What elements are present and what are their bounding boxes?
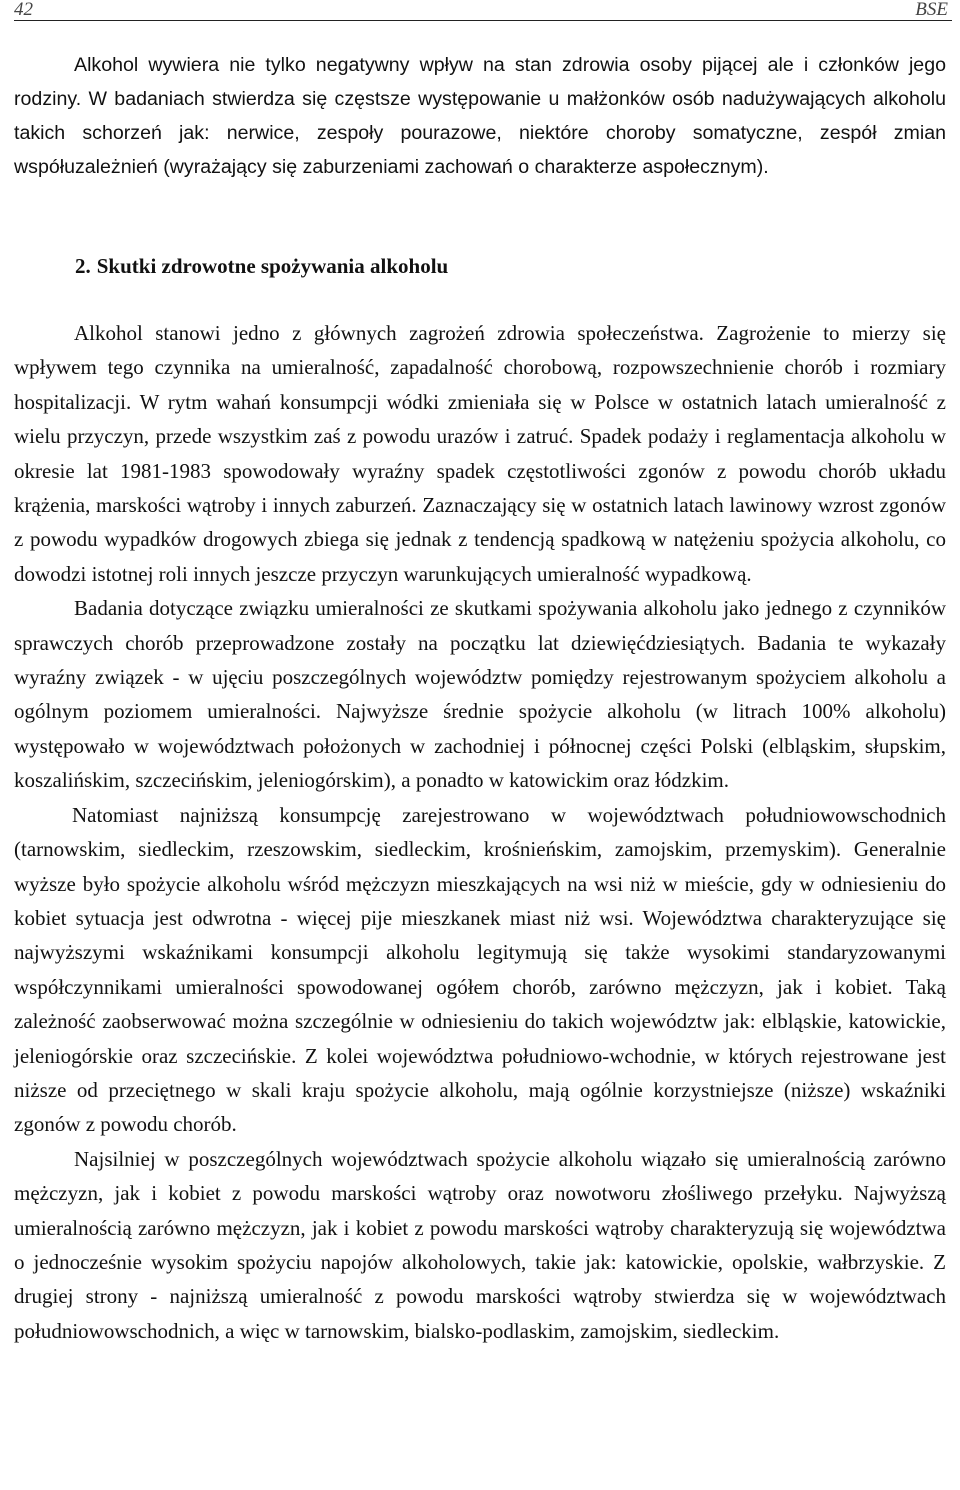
section-body xyxy=(14,316,946,1348)
section-number: 2. xyxy=(75,254,91,278)
page-header xyxy=(14,0,952,21)
paragraph: Najsilniej w poszczególnych województwach spożycie alkoholu wiązało się umieralnością zarówno mężczyzn, jak i kobiet z powodu marskości wątroby oraz nowotworu złośliwego przełyku. Najwyższą umieralnością zarówno mężczyzn, jak i kobiet z powodu marskości wątroby charakteryzują się województwa o jednocześnie wysokim spożyciu napojów alkoholowych, takie jak: katowickie, opolskie, wałbrzyskie. Z drugiej strony - najniższą umieralność z powodu marskości wątroby stwierdza się w województwach południowowschodnich, a więc w tarnowskim, bialsko-podlaskim, zamojskim, siedleckim. xyxy=(14,1146,946,1343)
page-number: 42 xyxy=(14,0,33,20)
paragraph: Alkohol stanowi jedno z głównych zagrożeń zdrowia społeczeństwa. Zagrożenie to mierzy się wpływem tego czynnika na umieralność, zapadalność chorobową, rozpowszechnienie chorób i rozmiary hospitalizacji. W rytm wahań konsumpcji wódki zmieniała się w Polsce w ostatnich latach umieralność z wielu przyczyn, przede wszystkim zaś z powodu urazów i zatruć. Spadek podaży i reglamentacja alkoholu w okresie lat 1981-1983 spowodowały wyraźny spadek częstotliwości zgonów z powodu chorób układu krążenia, marskości wątroby i innych zaburzeń. Zaznaczający się w ostatnich latach lawinowy wzrost zgonów z powodu wypadków drogowych zbiega się jednak z tendencją spadkową w natężeniu spożycia alkoholu, co dowodzi istotnej roli innych jeszcze przyczyn warunkujących umieralność wypadkową. xyxy=(14,321,946,586)
section-heading xyxy=(75,248,448,284)
intro-paragraph: Alkohol wywiera nie tylko negatywny wpływ na stan zdrowia osoby pijącej ale i członków jego rodziny. W badaniach stwierdza się częstsze występowanie u małżonków osób nadużywających alkoholu takich schorzeń jak: nerwice, zespoły pourazowe, niektóre choroby somatyczne, zespół zmian współuzależnień (wyrażający się zaburzeniami zachowań o charakterze aspołecznym). xyxy=(14,54,946,178)
section-title: Skutki zdrowotne spożywania alkoholu xyxy=(96,254,449,278)
paragraph: Natomiast najniższą konsumpcję zarejestrowano w województwach południowowschodnich (tarnowskim, siedleckim, rzeszowskim, siedleckim, krośnieńskim, zamojskim, przemyskim). Generalnie wyższe było spożycie alkoholu wśród mężczyzn mieszkających na wsi niż w mieście, gdy w odniesieniu do kobiet sytuacja jest odwrotna - więcej pije mieszkanek miast niż wsi. Województwa charakteryzujące się najwyższymi wskaźnikami konsumpcji alkoholu legitymują się także wysokimi standaryzowanymi współczynnikami umieralności spowodowanej ogółem chorób, zarówno mężczyzn, jak i kobiet. Taką zależność zaobserwować można szczególnie w odniesieniu do takich województw jak: elbląskie, katowickie, jeleniogórskie oraz szczecińskie. Z kolei województwa południowo-wchodnie, w których rejestrowane jest niższe od przeciętnego w skali kraju spożycie alkoholu, mają ogólnie korzystniejsze (niższe) wskaźniki zgonów z powodu chorób. xyxy=(14,802,946,1137)
journal-abbreviation: BSE xyxy=(915,0,948,20)
paragraph: Badania dotyczące związku umieralności ze skutkami spożywania alkoholu jako jednego z czynników sprawczych chorób przeprowadzone zostały na początku lat dziewięćdziesiątych. Badania te wykazały wyraźny związek - w ujęciu poszczególnych województw pomiędzy rejestrowanym spożyciem alkoholu a ogólnym poziomem umieralności. Najwyższe średnie spożycie alkoholu (w litrach 100% alkoholu) występowało w województwach położonych w zachodniej i północnej części Polski (elbląskim, słupskim, koszalińskim, szczecińskim, jeleniogórskim), a ponadto w katowickim oraz łódzkim. xyxy=(14,596,946,793)
